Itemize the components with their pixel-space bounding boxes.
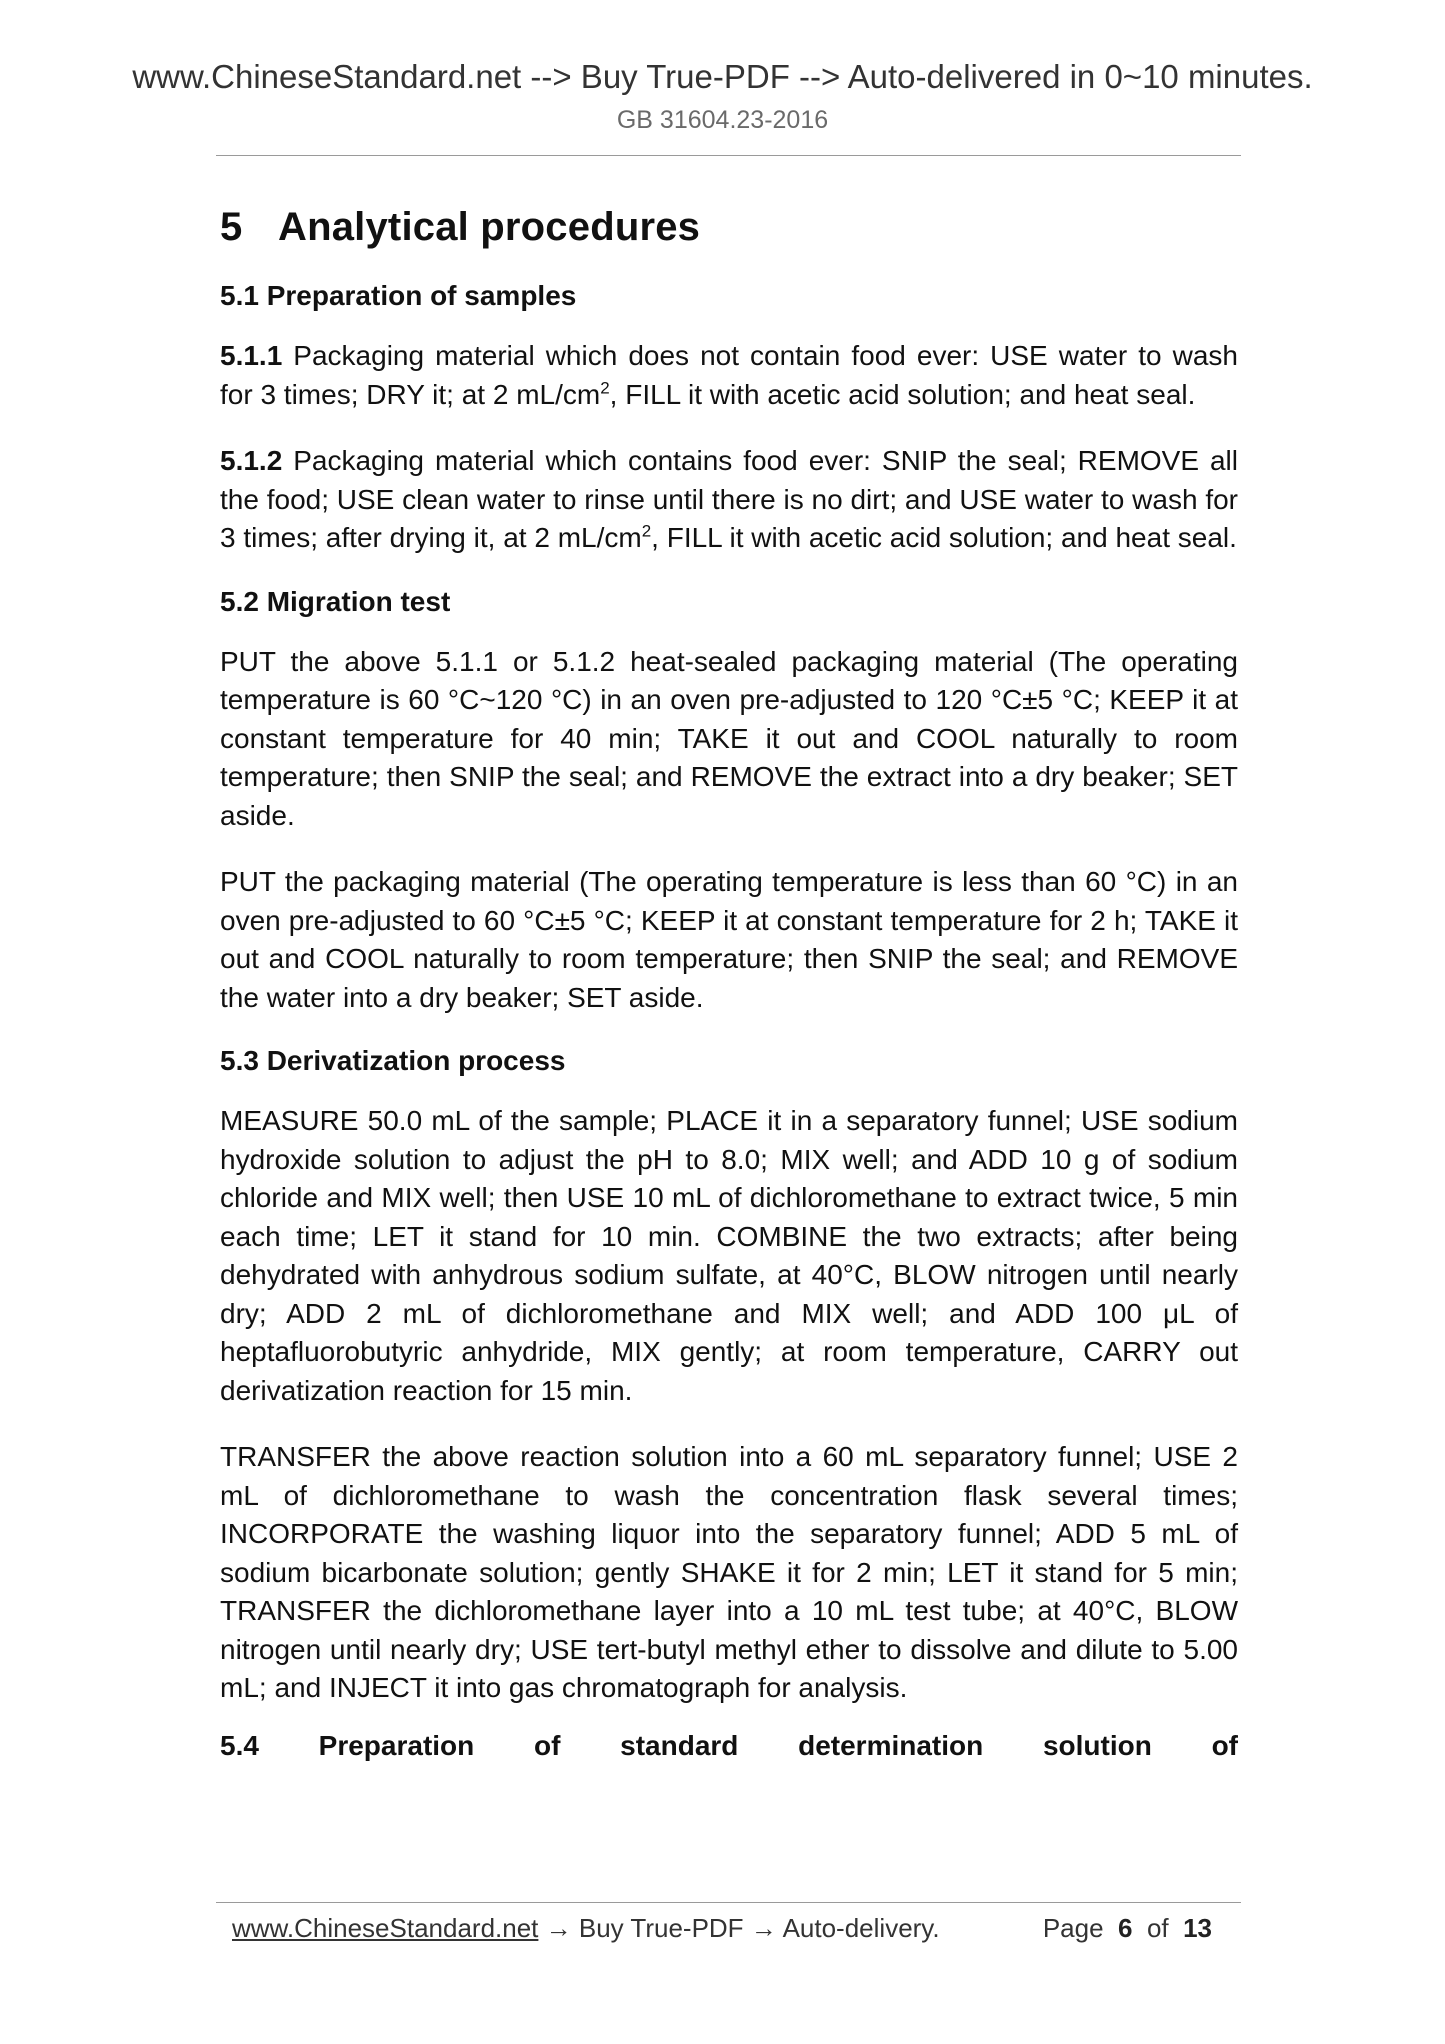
footer-divider [216,1902,1241,1903]
clause-number: 5.1.2 [220,445,283,476]
subsection-heading-5-1: 5.1 Preparation of samples [220,280,577,311]
footer-text: → Buy True-PDF → Auto-delivery. [538,1913,940,1943]
subsection-heading-5-4 [220,1730,1238,1762]
heading-word: 5.4 [220,1729,259,1761]
paragraph-text: Packaging material which does not contain food ever: USE water to wash for 3 times; DRY it; at 2 mL/cm [220,340,1238,410]
subsection-heading-5-2: 5.2 Migration test [220,585,451,617]
heading-word: Preparation [318,1729,475,1761]
page-label: Page [1042,1913,1104,1943]
heading-word: of [533,1729,561,1761]
section-heading [220,205,1238,250]
page-body [220,205,1238,1762]
total-pages: 13 [1183,1913,1212,1943]
document-code: GB 31604.23-2016 [616,106,829,134]
paragraph-5-1-1 [220,337,1238,414]
paragraph-5-3-b: TRANSFER the above reaction solution into a 60 mL separatory funnel; USE 2 mL of dichloromethane to wash the concentration flask several times; INCORPORATE the washing liquor into the separatory funnel; ADD 5 mL of sodium bicarbonate solution; gently SHAKE it for 2 min; LET it stand for 5 min; TRANSFER the dichloromethane layer into a 10 mL test tube; at 40°C, BLOW nitrogen until nearly dry; USE tert-butyl methyl ether to dissolve and dilute to 5.00 mL; and INJECT it into gas chromatograph for analysis. [220,1441,1238,1703]
paragraph-text: , FILL it with acetic acid solution; and heat seal. [651,522,1237,553]
of-label: of [1146,1913,1169,1943]
clause-number: 5.1.1 [220,340,283,371]
heading-word: of [1211,1729,1238,1761]
superscript: 2 [641,521,652,541]
section-number: 5 [220,205,243,249]
paragraph-text: Packaging material which contains food ever: SNIP the seal; REMOVE all the food; USE clean water to rinse until there is no dirt; and USE water to wash for 3 times; after drying it, at 2 mL/cm [220,445,1238,553]
page-number [1043,1913,1212,1944]
footer-site-link[interactable]: www.ChineseStandard.net [232,1913,539,1943]
subsection-heading-5-3: 5.3 Derivatization process [220,1045,566,1076]
header-divider [216,155,1241,156]
paragraph-5-2-b: PUT the packaging material (The operating temperature is less than 60 °C) in an oven pre-adjusted to 60 °C±5 °C; KEEP it at constant temperature for 2 h; TAKE it out and COOL naturally to room temperature; then SNIP the seal; and REMOVE the water into a dry beaker; SET aside. [220,866,1238,1013]
heading-word: solution [1042,1729,1152,1761]
footer-left [232,1913,940,1944]
page-footer [232,1913,1222,1947]
paragraph-5-1-2 [220,442,1238,558]
top-banner: www.ChineseStandard.net --> Buy True-PDF --> Auto-delivered in 0~10 minutes. [132,58,1313,95]
heading-word: determination [798,1729,984,1761]
heading-word: standard [620,1729,739,1761]
paragraph-5-3-a: MEASURE 50.0 mL of the sample; PLACE it in a separatory funnel; USE sodium hydroxide solution to adjust the pH to 8.0; MIX well; and ADD 10 g of sodium chloride and MIX well; then USE 10 mL of dichloromethane to extract twice, 5 min each time; LET it stand for 10 min. COMBINE the two extracts; after being dehydrated with anhydrous sodium sulfate, at 40°C, BLOW nitrogen until nearly dry; ADD 2 mL of dichloromethane and MIX well; and ADD 100 μL of heptafluorobutyric anhydride, MIX gently; at room temperature, CARRY out derivatization reaction for 15 min. [220,1105,1238,1406]
superscript: 2 [600,378,610,398]
paragraph-text: , FILL it with acetic acid solution; and heat seal. [609,378,1196,410]
section-title: Analytical procedures [278,205,701,249]
current-page: 6 [1118,1913,1133,1943]
paragraph-5-2-a: PUT the above 5.1.1 or 5.1.2 heat-sealed packaging material (The operating temperature is 60 °C~120 °C) in an oven pre-adjusted to 120 °C±5 °C; KEEP it at constant temperature for 40 min; TAKE it out and COOL naturally to room temperature; then SNIP the seal; and REMOVE the extract into a dry beaker; SET aside. [220,645,1238,831]
